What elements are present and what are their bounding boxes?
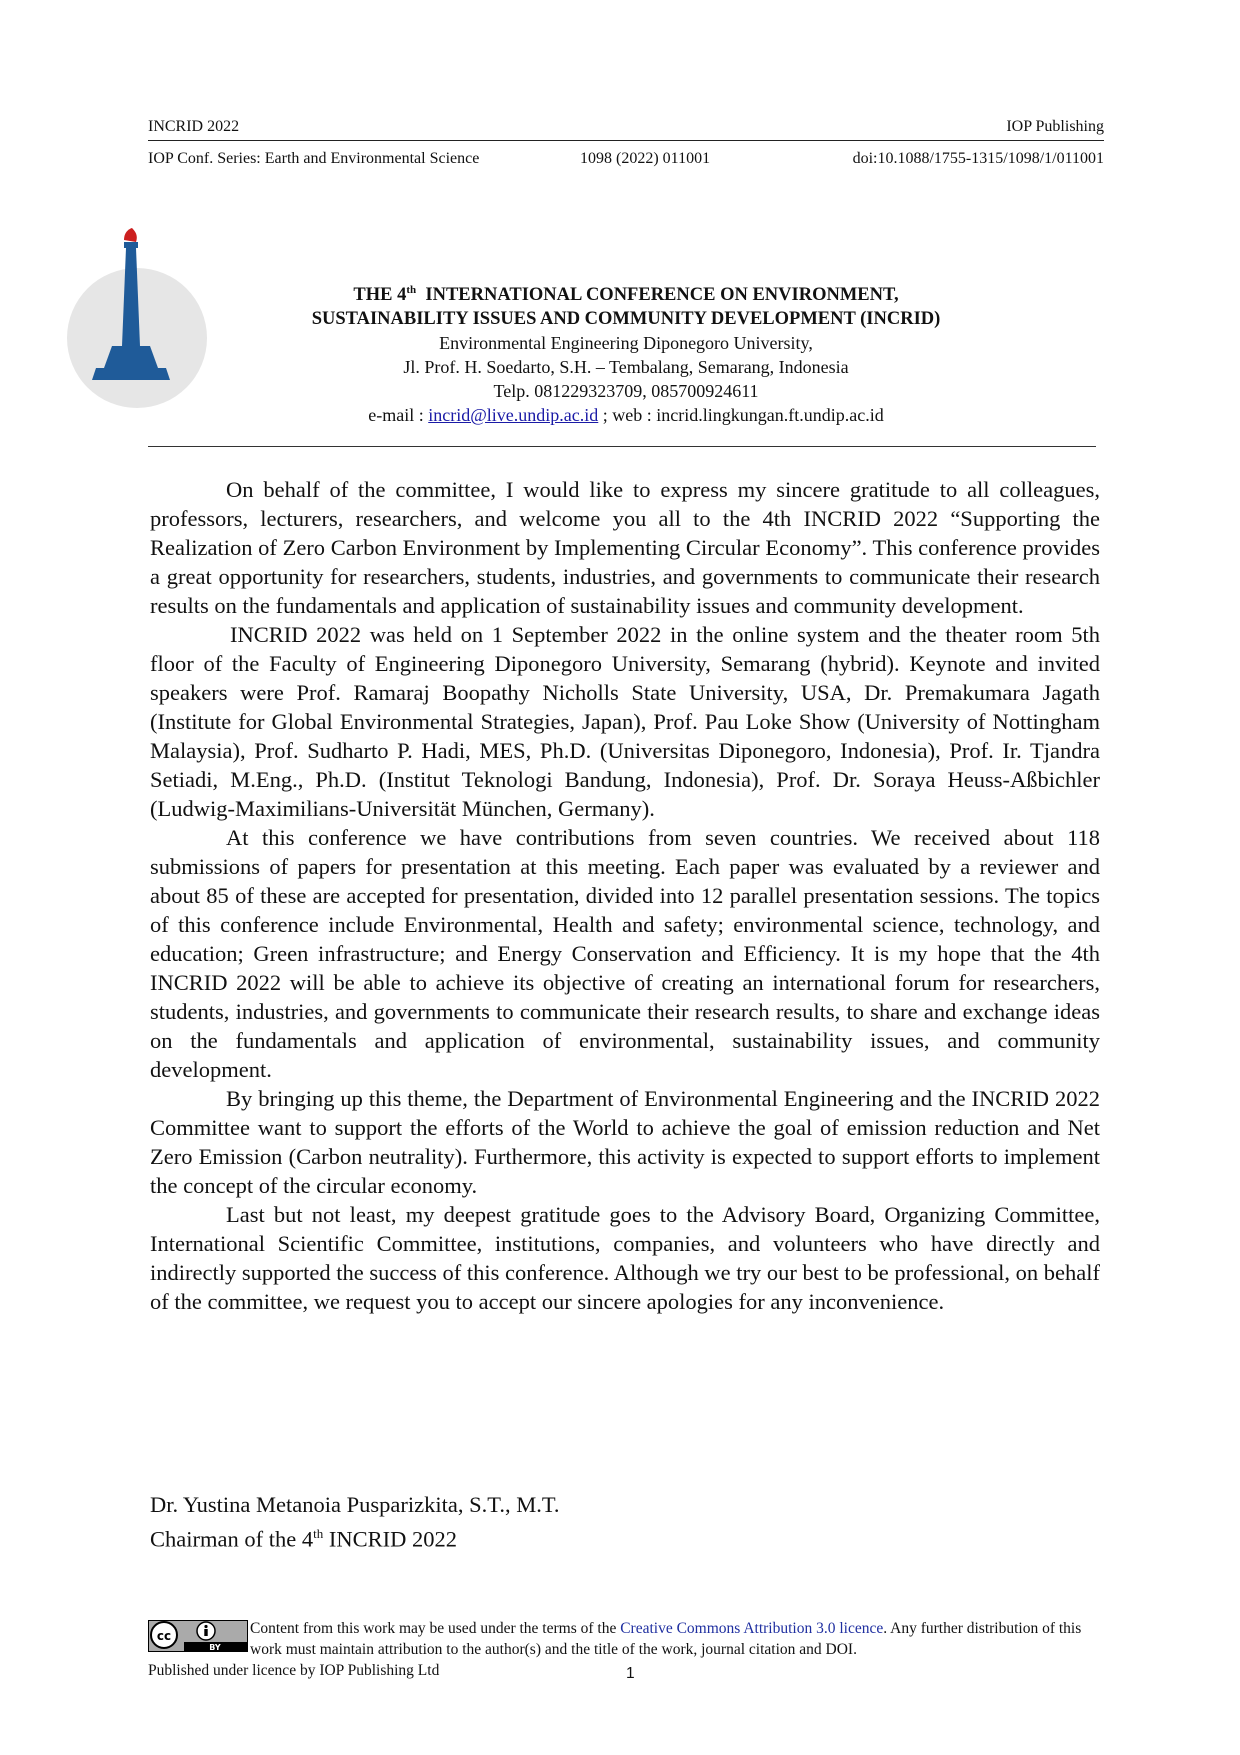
logo-tower [122, 248, 140, 346]
licence-text: Content from this work may be used under the terms of the Creative Commons Attribution 3.0 licence. Any further distribution of this work must maintain attribution to the author(s) and the title of the work, journal citation and DOI. [250, 1620, 1082, 1658]
header-publisher: IOP Publishing [1006, 118, 1104, 135]
citation-line [148, 150, 1104, 172]
conference-title-line1: THE 4th INTERNATIONAL CONFERENCE ON ENVIRONMENT, [353, 284, 899, 306]
logo-flame [124, 228, 137, 242]
web-text: ; web : incrid.lingkungan.ft.undip.ac.id [602, 405, 884, 426]
signature-block [150, 1490, 560, 1554]
institution: Environmental Engineering Diponegoro University, [439, 333, 813, 354]
header-series: IOP Conf. Series: Earth and Environmental Science [148, 150, 480, 167]
header-doi: doi:10.1088/1755-1315/1098/1/011001 [852, 150, 1104, 167]
paragraph: On behalf of the committee, I would like to express my sincere gratitude to all colleagues, professors, lecturers, researchers, and welcome you all to the 4th INCRID 2022 “Supporting the Realization of Zero Carbon Environment by Implementing Circular Economy”. This conference provides a great opportunity for researchers, students, industries, and governments to communicate their research results on the fundamentals and application of sustainability issues and community development. [150, 477, 1100, 618]
paragraph: At this conference we have contributions from seven countries. We received about 118 submissions of papers for presentation at this meeting. Each paper was evaluated by a reviewer and about 85 of these are accepted for presentation, divided into 12 parallel presentation sessions. The topics of this conference include Environmental, Health and safety; environmental science, technology, and education; Green infrastructure; and Energy Conservation and Efficiency. It is my hope that the 4th INCRID 2022 will be able to achieve its objective of creating an international forum for researchers, students, industries, and governments to communicate their research results, to share and exchange ideas on the fundamentals and application of environmental, sustainability issues, and community development. [150, 825, 1100, 1082]
signatory-role: Chairman of the 4th INCRID 2022 [150, 1526, 457, 1552]
svg-text:cc: cc [156, 1629, 172, 1643]
email-link[interactable]: incrid@live.undip.ac.id [428, 405, 599, 426]
signatory-name: Dr. Yustina Metanoia Pusparizkita, S.T., M.T. [150, 1492, 560, 1517]
phone: Telp. 081229323709, 085700924611 [493, 381, 759, 402]
licence-link[interactable]: Creative Commons Attribution 3.0 licence [620, 1620, 884, 1637]
published-under: Published under licence by IOP Publishing Ltd [148, 1662, 440, 1679]
running-header [148, 118, 1104, 141]
foreword-body [150, 475, 1100, 1316]
page-number: 1 [626, 1665, 635, 1682]
header-conference: INCRID 2022 [148, 118, 240, 135]
logo-cap [124, 242, 138, 248]
paragraph: INCRID 2022 was held on 1 September 2022 in the online system and the theater room 5th floor of the Faculty of Engineering Diponegoro University, Semarang (hybrid). Keynote and invited speakers were Prof. Ramaraj Boopathy Nicholls State University, USA, Dr. Premakumara Jagath (Institute for Global Environmental Strategies, Japan), Prof. Pau Loke Show (University of Nottingham Malaysia), Prof. Sudharto P. Hadi, MES, Ph.D. (Universitas Diponegoro, Indonesia), Prof. Ir. Tjandra Setiadi, M.Eng., Ph.D. (Institut Teknologi Bandung, Indonesia), Prof. Dr. Soraya Heuss-Aßbichler (Ludwig-Maximilians-Universität München, Germany). [150, 622, 1100, 821]
email-label: e-mail : [368, 405, 424, 426]
cc-by-icon [148, 1620, 248, 1652]
conference-title-line2: SUSTAINABILITY ISSUES AND COMMUNITY DEVELOPMENT (INCRID) [311, 309, 941, 330]
contact-line [148, 403, 1104, 427]
header-divider [148, 446, 1096, 447]
paragraph: By bringing up this theme, the Department of Environmental Engineering and the INCRID 2022 Committee want to support the efforts of the World to achieve the goal of emission reduction and Net Zero Emission (Carbon neutrality). Furthermore, this activity is expected to support efforts to implement the concept of the circular economy. [150, 1086, 1100, 1198]
cc-badge-text: BY [209, 1643, 221, 1652]
address: Jl. Prof. H. Soedarto, S.H. – Tembalang, Semarang, Indonesia [403, 357, 849, 378]
conference-heading [148, 278, 1104, 427]
paragraph: Last but not least, my deepest gratitude goes to the Advisory Board, Organizing Committee, International Scientific Committee, institutions, companies, and volunteers who have directly and indirectly supported the success of this conference. Although we try our best to be professional, on behalf of the committee, we request you to accept our sincere apologies for any inconvenience. [150, 1202, 1100, 1314]
header-volume: 1098 (2022) 011001 [580, 150, 711, 167]
